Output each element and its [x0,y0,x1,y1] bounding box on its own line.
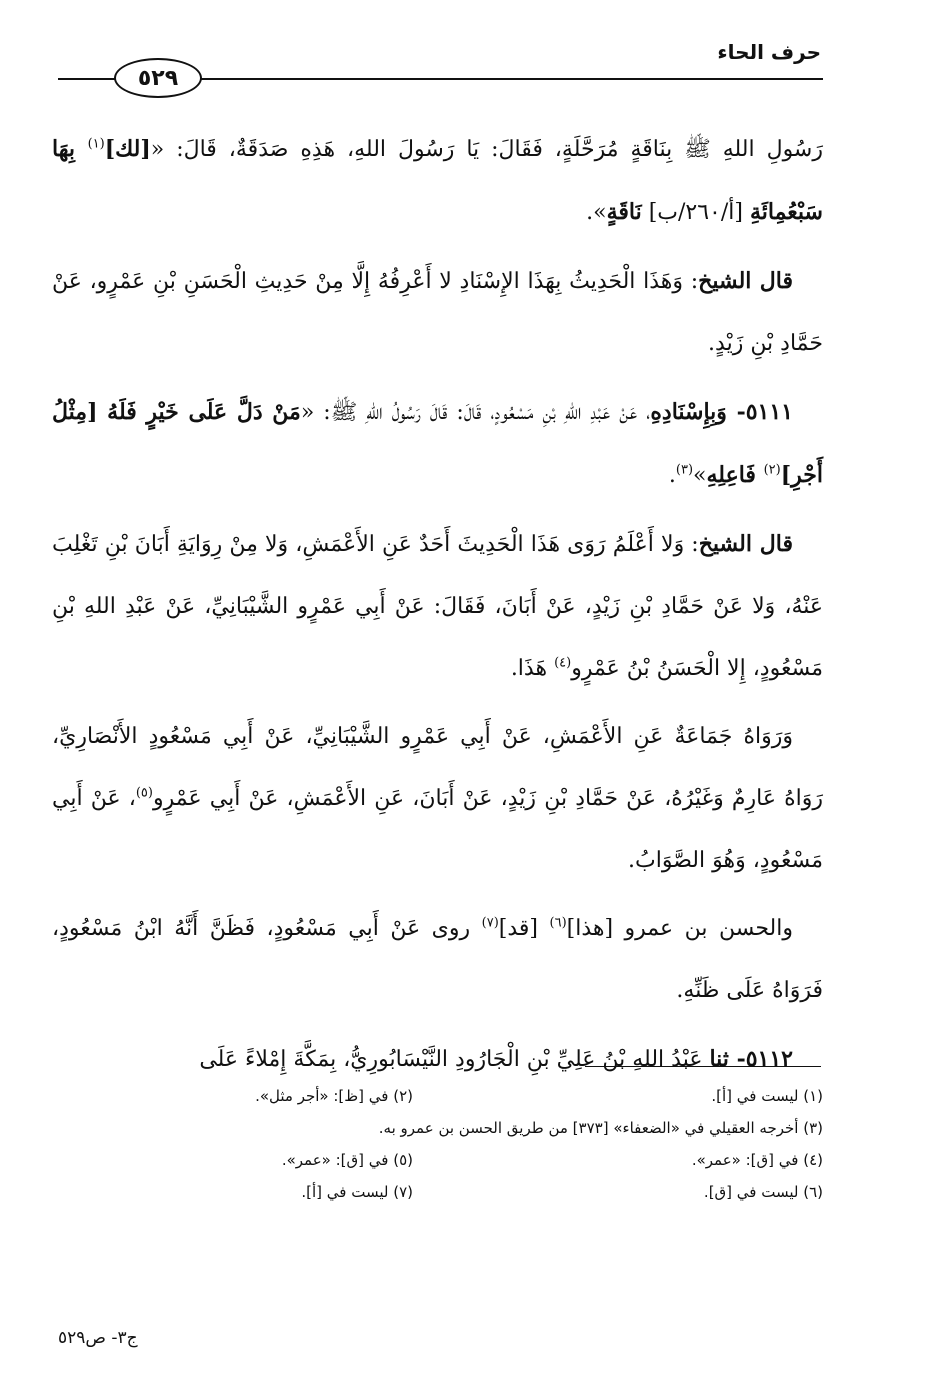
hadith-number: ٥١١٢- [728,1046,793,1072]
footnote-row [60,1112,823,1144]
footnote-rule [585,1066,821,1067]
text-run: : وَلا أَعْلَمُ رَوَى هَذَا الْحَدِيثَ أَحَدٌ عَنِ الأَعْمَشِ، وَلا مِنْ رِوَايَةِ أَبَانَ بْنِ تَغْلِبَ عَنْهُ، وَلا عَنْ حَمَّادِ بْنِ زَيْدٍ، عَنْ أَبَانَ، فَقَالَ: عَنْ أَبِي عَمْرٍو الشَّيْبَانِيِّ، عَنْ عَبْدِ اللهِ بْنِ مَسْعُودٍ، إِلا الْحَسَنُ بْنُ عَمْرٍو [52,532,823,681]
text-run: وَبِإِسْنَادِهِ [650,399,727,425]
manuscript-ref: [أ/٢٦٠/ب] [641,200,750,225]
main-text [52,118,823,1097]
page-number: ٥٢٩ [137,65,179,91]
text-run: نَاقَةٍ [606,199,642,225]
footnote-ref: (٢) [763,462,781,478]
paragraph-2 [52,250,823,375]
text-run: بِهَا سَبْعُمِائَةِ [52,136,823,225]
footnote-ref: (١) [87,136,105,152]
footnote-2: (٢) في [ظ]: «أجر مثل». [255,1087,413,1105]
footnotes [60,1080,823,1208]
text-run: وَرَوَاهُ جَمَاعَةٌ عَنِ الأَعْمَشِ، عَنْ أَبِي عَمْرٍو الشَّيْبَانِيِّ، عَنْ أَبِي مَسْعُودٍ الأَنْصَارِيِّ، رَوَاهُ عَارِمٌ وَغَيْرُهُ، عَنْ حَمَّادِ بْنِ زَيْدٍ، عَنْ أَبَانَ، عَنِ الأَعْمَشِ، عَنْ أَبِي عَمْرٍو [52,724,823,811]
paragraph-6 [52,898,823,1022]
footnote-1: (١) ليست في [أ]. [711,1087,823,1105]
footnote-ref: (٧) [481,915,499,931]
text-run: رَسُولِ اللهِ ﷺ بِنَاقَةٍ مُرَحَّلَةٍ، فَقَالَ: يَا رَسُولَ اللهِ، هَذِهِ صَدَقَةٌ، قَالَ: « [150,137,823,162]
text-run: [قد] [498,916,550,941]
hadith-number: ٥١١١- [726,399,793,425]
text-run: روى عَنْ أَبِي مَسْعُودٍ، فَظَنَّ أَنَّهُ ابْنُ مَسْعُودٍ، فَرَوَاهُ عَلَى ظَنِّهِ. [52,916,823,1003]
footnote-ref: (٤) [554,655,572,671]
text-run: [لك] [104,136,151,162]
text-run: مَنْ دَلَّ عَلَى خَيْرٍ فَلَهُ [مِثْلُ أَجْرِ] [52,399,823,488]
chapter-title: حرف الحاء [717,40,821,64]
speaker-label: قال الشيخ [698,268,794,294]
footnote-5: (٥) في [ق]: «عمر». [281,1151,413,1169]
text-run: ثنا [709,1046,729,1072]
volume-page-reference: ج٣- ص٥٢٩ [58,1328,138,1348]
paragraph-4 [52,513,823,700]
text-run: » [693,463,707,488]
text-run: ». [586,200,607,225]
page-number-badge [114,58,202,98]
paragraph-1 [52,118,823,244]
speaker-label: قال الشيخ [698,531,793,557]
footnote-7: (٧) ليست في [أ]. [301,1183,413,1201]
footnote-row [60,1144,823,1176]
text-run: ، عَنْ عَبْدِ اللهِ بْنِ مَسْعُودٍ، قَالَ: قَالَ رَسُولُ اللهِ ﷺ: « [300,400,651,425]
footnote-4: (٤) في [ق]: «عمر». [691,1151,823,1169]
text-run: عَبْدُ اللهِ بْنُ عَلِيِّ بْنِ الْجَارُودِ النَّيْسَابُورِيُّ، بِمَكَّةَ إِمْلاءً عَلَى [199,1047,710,1072]
footnote-3: (٣) أخرجه العقيلي في «الضعفاء» [٣٧٣] من طريق الحسن بن عمرو به. [378,1119,823,1137]
footnote-ref: (٦) [549,915,567,931]
text-run: والحسن بن عمرو [هذا] [566,916,793,941]
text-run: ، عَنْ أَبِي مَسْعُودٍ، وَهُوَ الصَّوَابُ. [52,786,823,873]
text-run: فَاعِلِهِ [706,462,764,488]
footnote-row [60,1176,823,1208]
text-run: هَذَا. [510,656,555,681]
footnote-ref: (٣) [675,462,694,478]
paragraph-5 [52,706,823,892]
footnote-ref: (٥) [135,785,153,801]
footnote-6: (٦) ليست في [ق]. [703,1183,823,1201]
footnote-row [60,1080,823,1112]
paragraph-3 [52,381,823,507]
text-run: . [668,463,676,488]
text-run: : وَهَذَا الْحَدِيثُ بِهَذَا الإِسْنَادِ لا أَعْرِفُهُ إِلَّا مِنْ حَدِيثِ الْحَسَنِ بْنِ عَمْرٍو، عَنْ حَمَّادِ بْنِ زَيْدٍ. [52,269,823,356]
